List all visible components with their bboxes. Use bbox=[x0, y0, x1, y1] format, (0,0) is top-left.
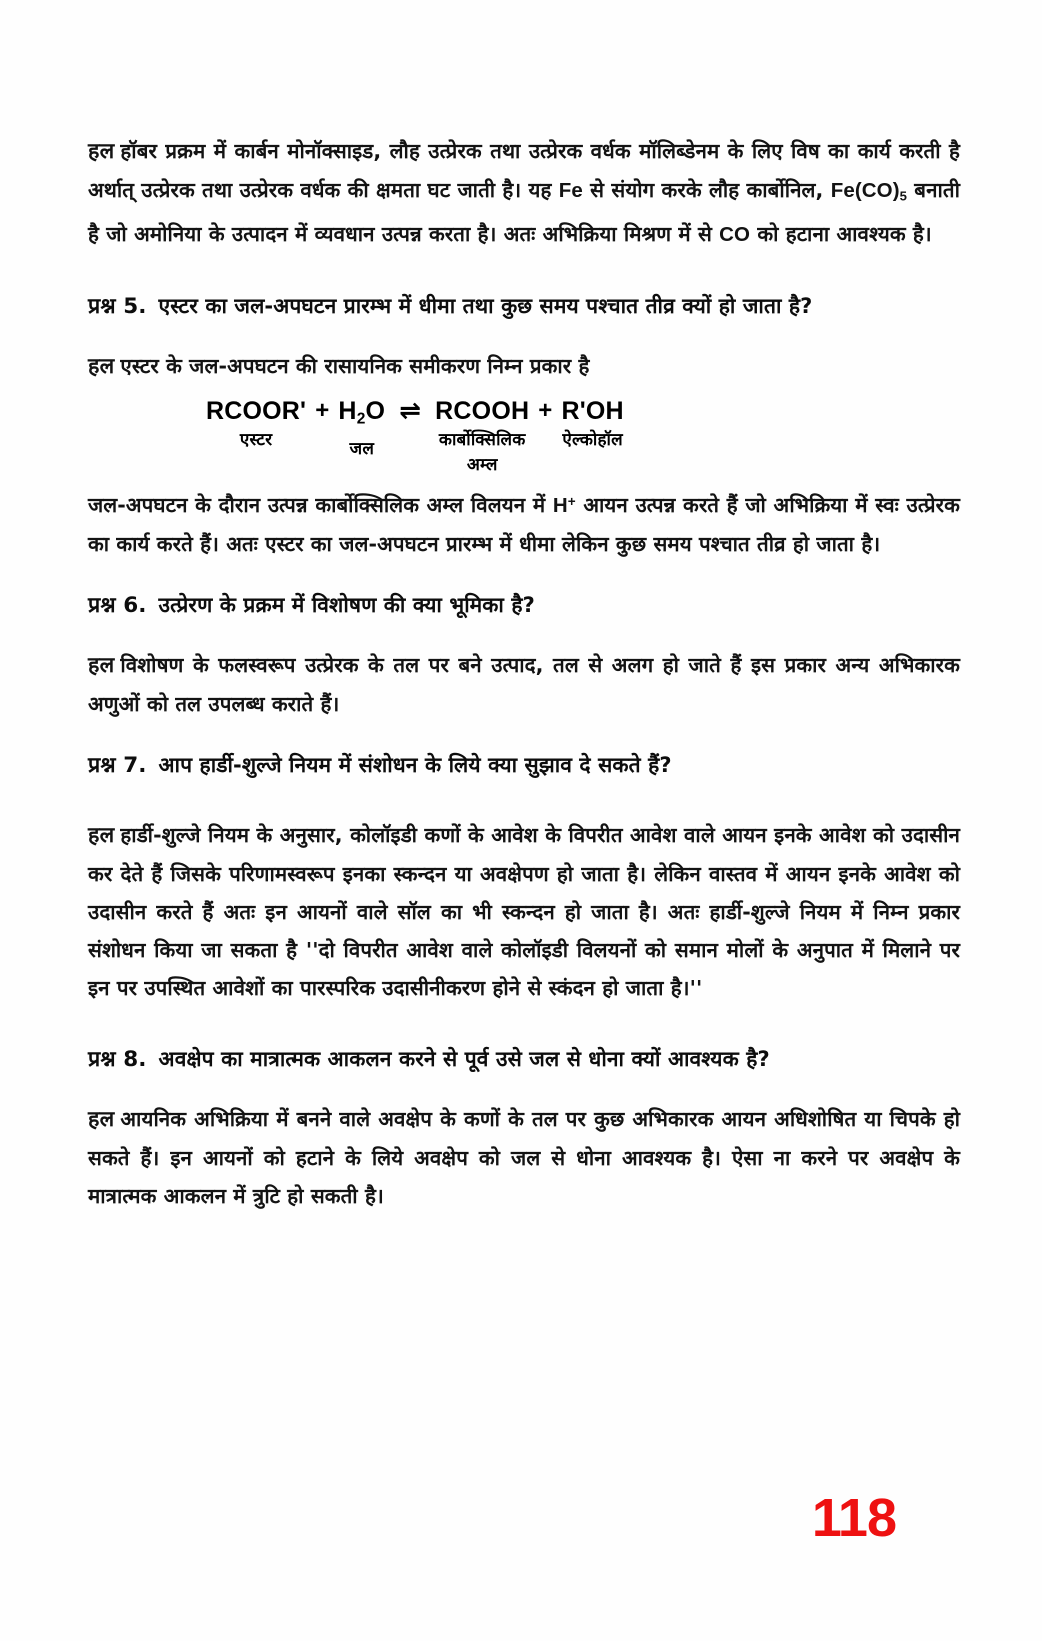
spacer bbox=[88, 264, 960, 288]
equation-row bbox=[206, 396, 960, 477]
equation-product-acid bbox=[435, 396, 529, 477]
equation-reactant-ester-formula: RCOOR' bbox=[206, 397, 307, 426]
answer-5-block bbox=[88, 347, 960, 563]
question-8-text: अवक्षेप का मात्रात्मक आकलन करने से पूर्व उसे जल से धोना क्यों आवश्यक है? bbox=[158, 1047, 770, 1072]
question-8-line bbox=[88, 1041, 960, 1078]
answer-5-body-text-2: आयन उत्पन्न करते हैं जो अभिक्रिया में स्वः उत्प्रेरक का कार्य करते हैं। अतः एस्टर का जल-अपघटन प्रारम्भ में धीमा लेकिन कुछ समय पश्चात तीव्र हो जाता है। bbox=[88, 493, 961, 557]
formula-fe: Fe bbox=[558, 179, 583, 202]
answer-5-body-text-1: जल-अपघटन के दौरान उत्पन्न कार्बोक्सिलिक अम्ल विलयन में bbox=[88, 493, 553, 518]
answer-7-paragraph bbox=[88, 816, 960, 1007]
question-6-block bbox=[88, 587, 960, 624]
answer-4-paragraph bbox=[88, 132, 960, 254]
formula-iron-carbonyl-main: Fe(CO) bbox=[830, 179, 900, 202]
equation-product-alcohol-formula: R'OH bbox=[561, 397, 624, 426]
equation-product-acid-label-line2: अम्ल bbox=[466, 455, 498, 476]
question-7-text: आप हार्डी-शुल्जे नियम में संशोधन के लिये क्या सुझाव दे सकते हैं? bbox=[158, 753, 672, 778]
answer-8-text: आयनिक अभिक्रिया में बनने वाले अवक्षेप के कणों के तल पर कुछ अभिकारक आयन अधिशोषित या चिपके हो सकते हैं। इन आयनों को हटाने के लिये अवक्षेप को जल से धोना आवश्यक है। ऐसा ना करने पर अवक्षेप के मात्रात्मक आकलन में त्रुटि हो सकती है। bbox=[88, 1107, 960, 1209]
equilibrium-arrow-icon: ⇌ bbox=[399, 396, 422, 427]
answer-5-intro bbox=[88, 347, 960, 386]
solution-marker: हल bbox=[88, 1107, 115, 1133]
spacer bbox=[88, 1017, 960, 1041]
equation-plus-1: + bbox=[315, 397, 330, 425]
answer-5-intro-text: एस्टर के जल-अपघटन की रासायनिक समीकरण निम्न प्रकार है bbox=[120, 354, 590, 379]
equation-reactant-water-label: जल bbox=[349, 438, 375, 459]
answer-4-text-4: को हटाना आवश्यक है। bbox=[750, 222, 932, 247]
answer-4-text-1: हॉबर प्रक्रम में कार्बन मोनॉक्साइड, लौह उत्प्रेरक तथा उत्प्रेरक वर्धक मॉलिब्डेनम के लिए विष का कार्य करती है अर्थात् उत्प्रेरक तथा उत्प्रेरक वर्धक की क्षमता घट जाती है। यह bbox=[88, 139, 960, 202]
formula-iron-carbonyl bbox=[831, 179, 907, 202]
solution-marker: हल bbox=[88, 139, 115, 164]
water-h: H bbox=[338, 397, 357, 426]
formula-iron-carbonyl-sub: 5 bbox=[899, 188, 908, 204]
answer-4-text-3: बनाती है जो अमोनिया के उत्पादन में व्यवधान उत्पन्न करता है। अतः अभिक्रिया मिश्रण में से bbox=[88, 178, 960, 247]
equation-plus-2: + bbox=[538, 397, 553, 425]
solution-marker: हल bbox=[88, 823, 115, 849]
question-8-block bbox=[88, 1041, 960, 1078]
answer-6-block bbox=[88, 646, 960, 723]
formula-hydrogen-ion bbox=[553, 494, 576, 517]
answer-7-block bbox=[88, 816, 960, 1007]
answer-4-continued bbox=[88, 132, 960, 254]
equation-reactant-water bbox=[338, 396, 385, 461]
water-sub: 2 bbox=[356, 410, 366, 428]
water-o: O bbox=[365, 397, 386, 426]
question-5-label: प्रश्न 5. bbox=[88, 294, 147, 320]
solution-marker: हल bbox=[88, 653, 115, 679]
equation-reactant-water-formula bbox=[338, 396, 385, 434]
question-7-label: प्रश्न 7. bbox=[88, 753, 147, 779]
spacer bbox=[88, 1086, 960, 1100]
equation-product-alcohol-label: ऐल्कोहॉल bbox=[562, 430, 623, 451]
answer-7-text: हार्डी-शुल्जे नियम के अनुसार, कोलॉइडी कणों के आवेश के विपरीत आवेश वाले आयन इनके आवेश को उदासीन कर देते हैं जिसके परिणामस्वरूप इनका स्कन्दन या अवक्षेपण हो जाता है। लेकिन वास्तव में आयन इनके आवेश को उदासीन करते हैं अतः इन आयनों वाले सॉल का भी स्कन्दन हो जाता है। अतः हार्डी-शुल्जे नियम में निम्न प्रकार संशोधन किया जा सकता है ''दो विपरीत आवेश वाले कोलॉइडी विलयनों को समान मोलों के अनुपात में मिलाने पर इन पर उपस्थित आवेशों का पारस्परिक उदासीनीकरण होने से स्कंदन हो जाता है।'' bbox=[88, 823, 960, 1001]
answer-5-body bbox=[88, 483, 960, 563]
page-number: 118 bbox=[811, 1488, 896, 1548]
answer-8-block bbox=[88, 1100, 960, 1215]
hydrogen-ion-charge: + bbox=[567, 494, 576, 510]
spacer bbox=[88, 792, 960, 816]
hydrogen-ion-symbol: H bbox=[552, 494, 568, 518]
answer-6-paragraph bbox=[88, 646, 960, 723]
question-7-line bbox=[88, 747, 960, 784]
equation-reactant-ester-label: एस्टर bbox=[239, 430, 273, 451]
spacer bbox=[88, 733, 960, 747]
spacer bbox=[88, 573, 960, 587]
page-content bbox=[88, 132, 960, 1225]
question-5-block bbox=[88, 288, 960, 325]
chemical-equation bbox=[88, 396, 960, 477]
formula-co: CO bbox=[719, 223, 751, 247]
equation-product-alcohol bbox=[561, 396, 623, 453]
question-6-label: प्रश्न 6. bbox=[88, 593, 147, 619]
question-5-text: एस्टर का जल-अपघटन प्रारम्भ में धीमा तथा कुछ समय पश्चात तीव्र क्यों हो जाता है? bbox=[158, 294, 813, 319]
spacer bbox=[88, 333, 960, 347]
spacer bbox=[88, 632, 960, 646]
equation-product-acid-formula: RCOOH bbox=[435, 397, 530, 426]
answer-6-text: विशोषण के फलस्वरूप उत्प्रेरक के तल पर बने उत्पाद, तल से अलग हो जाते हैं इस प्रकार अन्य अभिकारक अणुओं को तल उपलब्ध कराते हैं। bbox=[88, 653, 960, 717]
question-5-line bbox=[88, 288, 960, 325]
question-8-label: प्रश्न 8. bbox=[88, 1047, 147, 1073]
question-7-block bbox=[88, 747, 960, 784]
equation-product-acid-label: कार्बोक्सिलिक bbox=[438, 430, 526, 451]
answer-8-paragraph bbox=[88, 1100, 960, 1215]
equation-reactant-ester bbox=[206, 396, 306, 453]
answer-4-text-2: से संयोग करके लौह कार्बोनिल, bbox=[582, 178, 831, 202]
question-6-line bbox=[88, 587, 960, 624]
question-6-text: उत्प्रेरण के प्रक्रम में विशोषण की क्या भूमिका है? bbox=[158, 593, 535, 618]
solution-marker: हल bbox=[88, 354, 115, 380]
